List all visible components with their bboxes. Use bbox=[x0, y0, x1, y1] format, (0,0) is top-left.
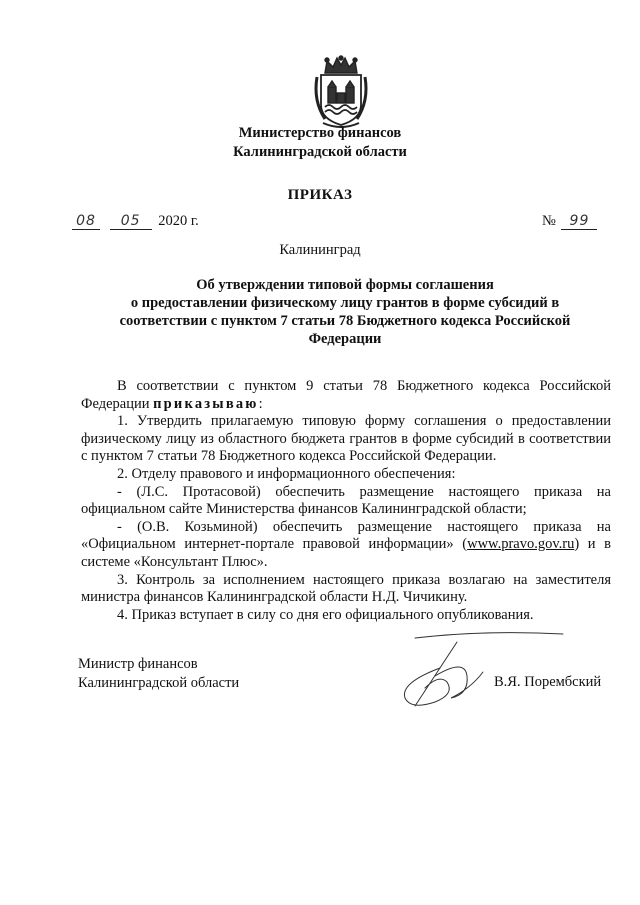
number-prefix: № bbox=[542, 213, 556, 229]
title-line-4: Федерации bbox=[308, 331, 382, 347]
intro-text: В соответствии с пунктом 9 статьи 78 Бюджетного кодекса Российской Федерации bbox=[81, 378, 611, 412]
order-colon: : bbox=[258, 395, 263, 412]
handwritten-signature bbox=[395, 628, 565, 713]
item-2b bbox=[81, 519, 611, 572]
item-2: 2. Отделу правового и информационного обеспечения: bbox=[117, 465, 456, 482]
number-value: 99 bbox=[561, 213, 597, 230]
order-word: приказываю bbox=[153, 395, 259, 412]
ministry-line-2: Калининградской области bbox=[233, 144, 407, 160]
ministry-line-1: Министерство финансов bbox=[238, 125, 402, 141]
intro-paragraph bbox=[81, 378, 611, 413]
title-line-1: Об утверждении типовой формы соглашения bbox=[196, 277, 494, 293]
date-year: 2020 г. bbox=[158, 213, 199, 229]
title-line-3: соответствии с пунктом 7 статьи 78 Бюджетного кодекса Российской bbox=[119, 313, 571, 329]
document-type: ПРИКАЗ bbox=[287, 187, 353, 203]
title-line-2: о предоставлении физическому лицу грантов в форме субсидий в bbox=[130, 295, 560, 311]
item-3: 3. Контроль за исполнением настоящего приказа возлагаю на заместителя министра финансов Калининградской области Н.Д. Чичикину. bbox=[81, 571, 611, 606]
city: Калининград bbox=[279, 242, 361, 258]
document-body bbox=[81, 378, 611, 624]
item-2b-text: - (О.В. Козьминой) обеспечить размещение настоящего приказа на «Официальном интернет-портале правовой информации» ( bbox=[81, 518, 611, 553]
document-number bbox=[542, 213, 597, 230]
date-month: 05 bbox=[110, 213, 152, 230]
ministry-name bbox=[0, 124, 640, 162]
document-title bbox=[90, 276, 600, 348]
date-day: 08 bbox=[72, 213, 100, 230]
item-2a: - (Л.С. Протасовой) обеспечить размещение настоящего приказа на официальном сайте Министерства финансов Калининградской области; bbox=[81, 483, 611, 518]
item-2b-tail: ) и в системе «Консультант Плюс». bbox=[81, 536, 611, 570]
position-line-1: Министр финансов bbox=[78, 656, 198, 672]
signatory-name: В.Я. Порембский bbox=[494, 674, 602, 690]
item-4: 4. Приказ вступает в силу со дня его официального опубликования. bbox=[117, 606, 534, 623]
document-date bbox=[72, 213, 199, 230]
coat-of-arms-emblem bbox=[311, 55, 371, 129]
item-1: 1. Утвердить прилагаемую типовую форму соглашения о предоставлении физическому лицу из областного бюджета грантов в форме субсидий в соответствии с пунктом 7 статьи 78 Бюджетного кодекса Российской Федерации. bbox=[81, 413, 611, 465]
pravo-link[interactable]: www.pravo.gov.ru bbox=[467, 536, 575, 553]
position-line-2: Калининградской области bbox=[78, 675, 240, 691]
signatory-position bbox=[78, 655, 239, 693]
